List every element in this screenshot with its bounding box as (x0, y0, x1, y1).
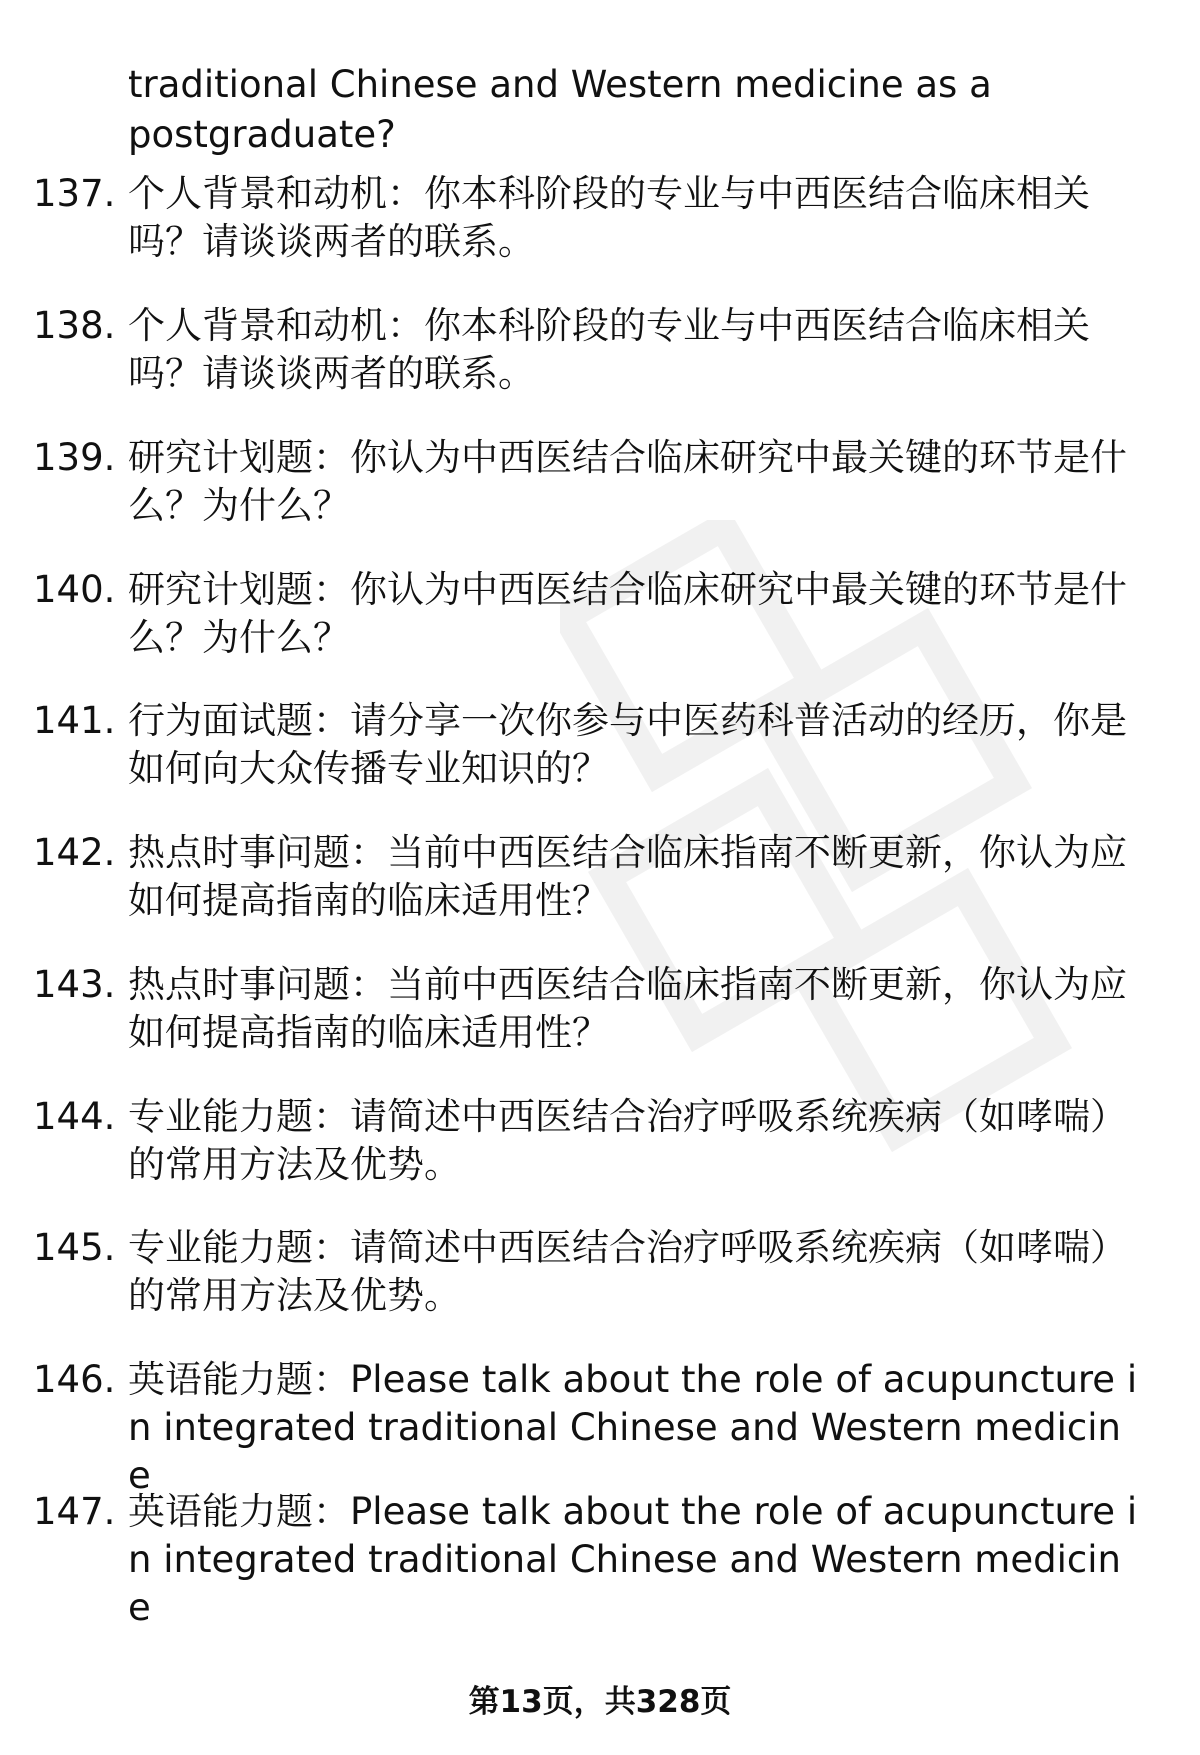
question-text: 研究计划题：你认为中西医结合临床研究中最关键的环节是什么？为什么？ (128, 436, 1127, 527)
question-number: 146. (33, 1358, 116, 1401)
question-number: 141. (33, 699, 116, 742)
question-number: 143. (33, 963, 116, 1006)
question-item (33, 1488, 1143, 1632)
question-item (33, 302, 1143, 398)
question-text: 热点时事问题：当前中西医结合临床指南不断更新，你认为应如何提高指南的临床适用性？ (128, 831, 1127, 922)
question-item (33, 170, 1143, 266)
question-item (33, 697, 1143, 793)
question-number: 147. (33, 1490, 116, 1533)
question-number: 144. (33, 1095, 116, 1138)
question-number: 142. (33, 831, 116, 874)
question-text: 行为面试题：请分享一次你参与中医药科普活动的经历，你是如何向大众传播专业知识的？ (128, 699, 1127, 790)
question-text: 英语能力题：Please talk about the role of acupuncture in integrated traditional Chinese and Western medicine (128, 1490, 1138, 1629)
question-number: 137. (33, 172, 116, 215)
question-number: 140. (33, 568, 116, 611)
question-item (33, 1356, 1143, 1500)
question-text: 研究计划题：你认为中西医结合临床研究中最关键的环节是什么？为什么？ (128, 568, 1127, 659)
question-text: 英语能力题：Please talk about the role of acupuncture in integrated traditional Chinese and Western medicine (128, 1358, 1138, 1497)
question-continuation: traditional Chinese and Western medicine as a postgraduate? (128, 63, 992, 156)
question-text: 专业能力题：请简述中西医结合治疗呼吸系统疾病（如哮喘）的常用方法及优势。 (128, 1226, 1127, 1317)
question-text: 个人背景和动机：你本科阶段的专业与中西医结合临床相关吗？请谈谈两者的联系。 (128, 304, 1090, 395)
page-number-footer: 第13页，共328页 (468, 1684, 732, 1720)
question-item (33, 961, 1143, 1057)
question-number: 139. (33, 436, 116, 479)
question-item (33, 434, 1143, 530)
question-text: 个人背景和动机：你本科阶段的专业与中西医结合临床相关吗？请谈谈两者的联系。 (128, 172, 1090, 263)
question-item (33, 566, 1143, 662)
question-number: 138. (33, 304, 116, 347)
question-item (33, 1093, 1143, 1189)
question-text: 专业能力题：请简述中西医结合治疗呼吸系统疾病（如哮喘）的常用方法及优势。 (128, 1095, 1127, 1186)
question-text: 热点时事问题：当前中西医结合临床指南不断更新，你认为应如何提高指南的临床适用性？ (128, 963, 1127, 1054)
question-item (33, 1224, 1143, 1320)
question-item (33, 829, 1143, 925)
question-number: 145. (33, 1226, 116, 1269)
